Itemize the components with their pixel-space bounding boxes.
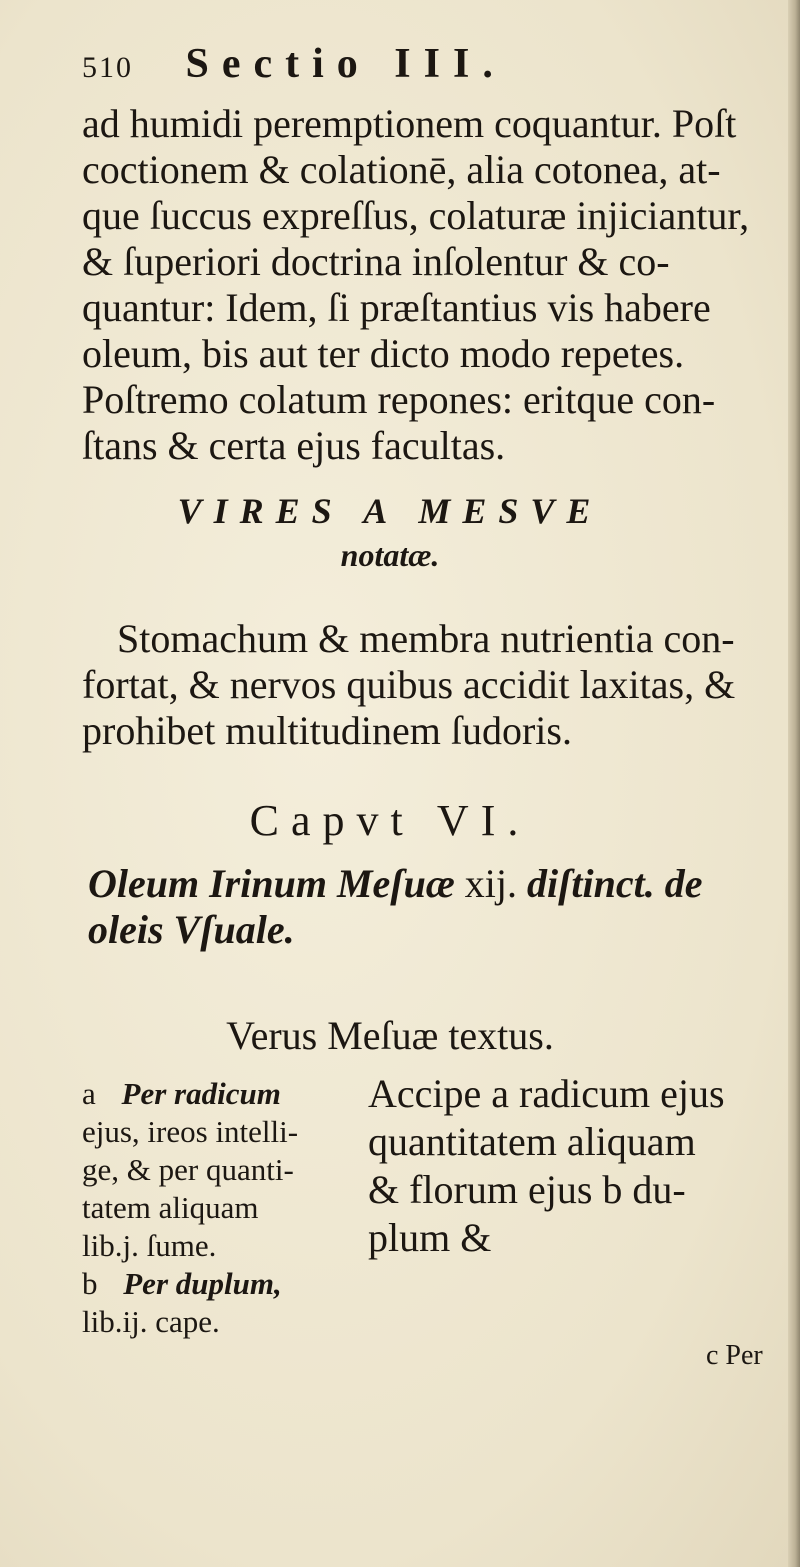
vires-subheading: notatæ.: [340, 537, 440, 573]
text-line: Accipe a radicum ejus: [368, 1071, 725, 1116]
text-line: coctionem & colationē, alia cotonea, at-: [82, 147, 721, 192]
margin-note-line: lib.j. ſume.: [82, 1228, 217, 1263]
recipe-distinction: diſtinct. de: [526, 861, 703, 906]
page-number: 510: [82, 51, 133, 84]
margin-note-line: ge, & per quanti-: [82, 1152, 294, 1187]
margin-note-line: lib.ij. cape.: [82, 1304, 220, 1339]
text-line: & florum ejus b du-: [368, 1167, 686, 1212]
section-title: Sectio III.: [185, 41, 506, 87]
text-line: fortat, & nervos quibus accidit laxitas, &: [82, 662, 736, 707]
text-line: ſtans & certa ejus facultas.: [82, 423, 506, 468]
margin-note-line: b Per duplum,: [82, 1266, 282, 1301]
recipe-title-line-2: oleis Vſuale.: [88, 907, 295, 952]
text-line: ad humidi peremptionem coquantur. Poſt: [82, 101, 737, 146]
text-line: oleum, bis aut ter dicto modo repetes.: [82, 331, 685, 376]
text-line: quantitatem aliquam: [368, 1119, 696, 1164]
vires-heading: VIRES A MESVE: [177, 491, 603, 531]
page-edge: [788, 0, 800, 1567]
text-line: & ſuperiori doctrina inſolentur & co-: [82, 239, 670, 284]
recipe-number: xij.: [464, 861, 517, 906]
margin-note-line: tatem aliquam: [82, 1190, 259, 1225]
text-line: Poſtremo colatum repones: eritque con-: [82, 377, 716, 422]
text-line: prohibet multitudinem ſudoris.: [82, 708, 572, 753]
chapter-heading: Capvt VI.: [249, 796, 531, 845]
margin-note-line: ejus, ireos intelli-: [82, 1114, 299, 1149]
recipe-title-line: [88, 860, 703, 907]
textus-heading: Verus Meſuæ textus.: [226, 1013, 554, 1058]
text-line: quantur: Idem, ſi præſtantius vis habere: [82, 285, 711, 330]
running-header: [82, 40, 506, 88]
recipe-title: Oleum Irinum Meſuæ: [88, 861, 455, 906]
text-line: Stomachum & membra nutrientia con-: [117, 616, 735, 661]
catchword: c Per: [706, 1340, 763, 1371]
text-line: plum &: [368, 1215, 492, 1260]
margin-note-line: a Per radicum: [82, 1076, 281, 1111]
text-line: que ſuccus expreſſus, colaturæ injiciantur,: [82, 193, 750, 238]
